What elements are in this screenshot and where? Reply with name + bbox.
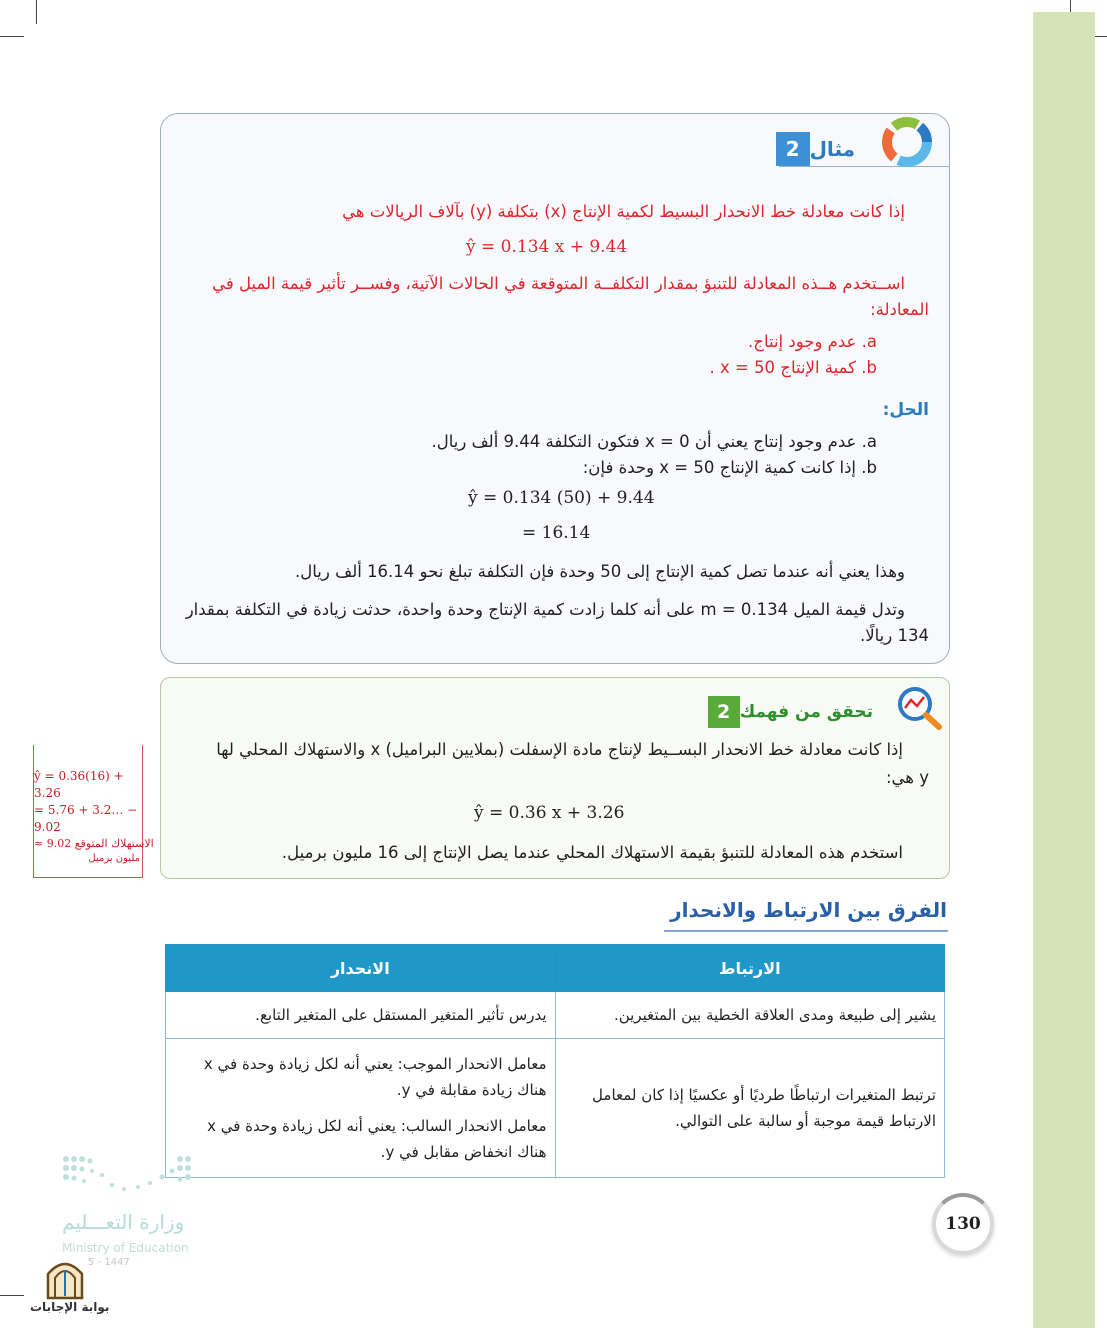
- example-box: [160, 113, 950, 664]
- check-line2: y هي:: [885, 768, 929, 787]
- section-title-rule: [664, 930, 948, 932]
- example-equation: ŷ = 0.134 x + 9.44: [466, 237, 628, 257]
- margin-answer-note: [33, 745, 154, 878]
- table-cell: يشير إلى طبيعة ومدى العلاقة الخطية بين المتغيرين.: [555, 992, 945, 1039]
- check-task: استخدم هذه المعادلة للتنبؤ بقيمة الاستهلاك المحلي عندما يصل الإنتاج إلى 16 مليون برميل.: [281, 843, 903, 862]
- table-cell: [166, 1039, 556, 1178]
- crop-mark: [0, 36, 24, 37]
- comparison-table: [165, 944, 945, 1178]
- example-label: مثال: [809, 137, 855, 161]
- magnifier-icon: [893, 682, 945, 730]
- margin-line: ≈ 9.02 الاستهلاك المتوقع: [34, 837, 154, 850]
- solution-conclusion: وهذا يعني أنه عندما تصل كمية الإنتاج إلى 50 وحدة فإن التكلفة تبلغ نحو 16.14 ألف ريال.: [295, 562, 905, 581]
- table-header-row: [166, 945, 945, 992]
- ministry-english: Ministry of Education: [62, 1241, 189, 1255]
- site-name: بوابة الإجابات: [30, 1300, 110, 1314]
- ministry-arabic: وزارة التعـــليم: [62, 1210, 185, 1234]
- check-line1: إذا كانت معادلة خط الانحدار البســيط لإنتاج مادة الإسفلت (بملايين البراميل) x والاستهلاك المحلي لها: [216, 740, 903, 759]
- page-number: 130: [932, 1193, 994, 1255]
- example-task-line2: المعادلة:: [870, 300, 929, 319]
- check-label: تحقق من فهمك: [739, 702, 873, 722]
- slope-line2: 134 ريالًا.: [860, 626, 929, 645]
- site-logo-icon: [44, 1256, 86, 1300]
- check-number: 2: [708, 696, 740, 728]
- table-row: [166, 1039, 945, 1178]
- example-ring-icon: [875, 110, 935, 170]
- table-row: [166, 992, 945, 1039]
- table-cell: يدرس تأثير المتغير المستقل على المتغير التابع.: [166, 992, 556, 1039]
- table-header-correlation: الارتباط: [555, 945, 945, 992]
- side-strip: [1033, 12, 1095, 1328]
- example-header: [776, 132, 865, 166]
- crop-mark: [36, 0, 37, 24]
- slope-line1: وتدل قيمة الميل m = 0.134 على أنه كلما زادت كمية الإنتاج وحدة واحدة، حدثت زيادة في التكلفة بمقدار: [185, 600, 905, 619]
- check-header: [708, 696, 883, 728]
- crop-mark: [0, 1295, 24, 1296]
- example-number: 2: [776, 132, 810, 166]
- example-case-a: a. عدم وجود إنتاج.: [748, 332, 877, 351]
- section-title: الفرق بين الارتباط والانحدار: [670, 898, 947, 922]
- margin-line: 3.26: [34, 786, 61, 800]
- solution-calc1: ŷ = 0.134 (50) + 9.44: [468, 488, 655, 508]
- margin-line: مليون برميل: [88, 853, 140, 864]
- solution-a: a. عدم وجود إنتاج يعني أن x = 0 فتكون التكلفة 9.44 ألف ريال.: [431, 432, 877, 451]
- ministry-dots-logo: [62, 1155, 196, 1197]
- example-case-b: b. كمية الإنتاج x = 50 .: [709, 358, 877, 377]
- solution-label: الحل:: [882, 400, 929, 420]
- example-task-line1: اســتخدم هــذه المعادلة للتنبؤ بمقدار التكلفــة المتوقعة في الحالات الآتية، وفســر تأثير قيمة الميل في: [212, 274, 905, 293]
- solution-b: b. إذا كانت كمية الإنتاج x = 50 وحدة فإن:: [582, 458, 877, 477]
- regression-positive: معامل الانحدار الموجب: يعني أنه لكل زيادة وحدة في x هناك زيادة مقابلة في y.: [203, 1054, 547, 1099]
- margin-line: 9.02: [34, 820, 61, 834]
- table-header-regression: الانحدار: [166, 945, 556, 992]
- margin-line: = 5.76 + 3.2… −: [34, 803, 138, 817]
- check-box: [160, 677, 950, 879]
- margin-line: ŷ = 0.36(16) +: [34, 769, 124, 783]
- check-equation: ŷ = 0.36 x + 3.26: [474, 803, 625, 823]
- table-cell: ترتبط المتغيرات ارتباطًا طرديًا أو عكسيًا إذا كان لمعامل الارتباط قيمة موجبة أو سالبة على التوالي.: [555, 1039, 945, 1178]
- regression-negative: معامل الانحدار السالب: يعني أنه لكل زيادة وحدة في x هناك انخفاض مقابل في y.: [207, 1117, 547, 1162]
- ministry-year: 5 - 1447: [88, 1257, 130, 1268]
- example-intro: إذا كانت معادلة خط الانحدار البسيط لكمية الإنتاج (x) بتكلفة (y) بآلاف الريالات هي: [342, 202, 905, 221]
- solution-calc2: = 16.14: [522, 523, 591, 543]
